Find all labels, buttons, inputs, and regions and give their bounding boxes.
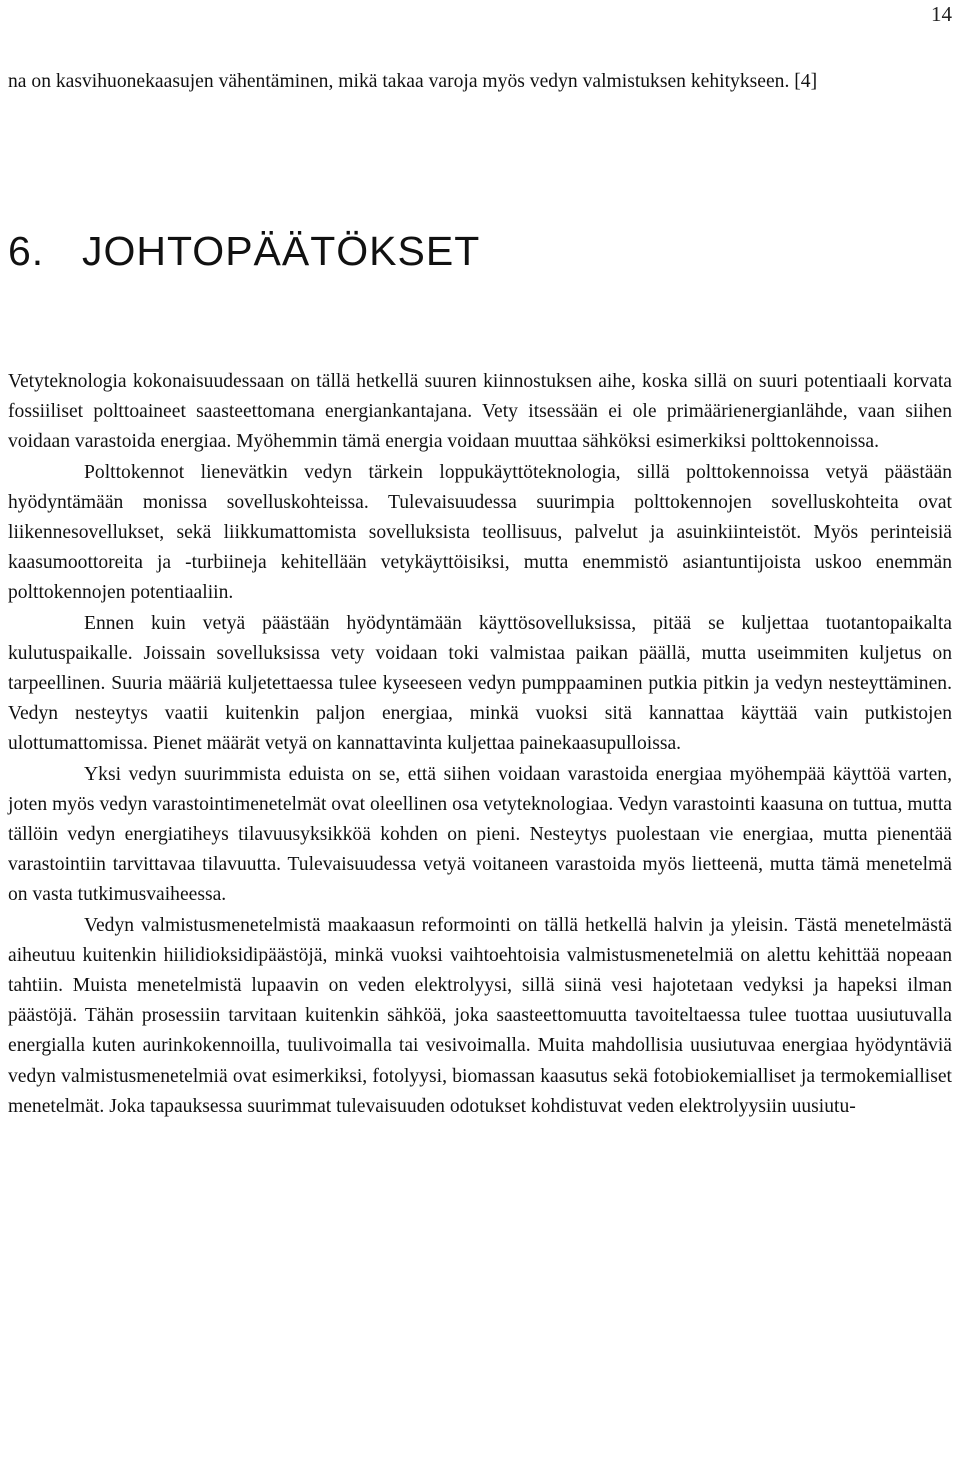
section-title: JOHTOPÄÄTÖKSET [82,228,481,274]
paragraph-3: Ennen kuin vetyä päästään hyödyntämään käyttösovelluksissa, pitää se kuljettaa tuotantopaikalta kulutuspaikalle. Joissain sovelluksissa vety voidaan toki valmistaa paikan päällä, mutta useimmiten kuljetus on tarpeellinen. Suuria määriä kuljetettaessa tulee kyseeseen vedyn pumppaaminen putkia pitkin ja vedyn nesteyttäminen. Vedyn nesteytys vaatii kuitenkin paljon energiaa, minkä vuoksi sitä kannattaa käyttää vain putkistojen ulottumattomissa. Pienet määrät vetyä on kannattavinta kuljettaa painekaasupulloissa. [8,612,952,755]
paragraph-5: Vedyn valmistusmenetelmistä maakaasun reformointi on tällä hetkellä halvin ja yleisin. Tästä menetelmästä aiheutuu kuitenkin hiilidioksidipäästöjä, minkä vuoksi vaihtoehtoisia valmistusmenetelmiä on alettu kehittää nopeaan tahtiin. Muista menetelmistä lupaavin on veden elektrolyysi, sillä siinä vesi hajotetaan vedyksi ja hapeksi ilman päästöjä. Tähän prosessiin tarvitaan kuitenkin sähköä, joka saasteettomuutta tavoiteltaessa tulee tuottaa uusiutuvalla energialla kuten aurinkokennoilla, tuulivoimalla tai vesivoimalla. Muita mahdollisia uusiutuvaa energiaa hyödyntäviä vedyn valmistusmenetelmiä ovat esimerkiksi, fotolyysi, biomassan kaasutus sekä fotobiokemialliset ja termokemialliset menetelmät. Joka tapauksessa suurimmat tulevaisuuden odotukset kohdistuvat veden elektrolyysiin uusiutu- [8,914,952,1117]
section-number: 6. [8,228,45,274]
paragraph-4: Yksi vedyn suurimmista eduista on se, että siihen voidaan varastoida energiaa myöhempää käyttöä varten, joten myös vedyn varastointimenetelmät ovat oleellinen osa vetyteknologiaa. Vedyn varastointi kaasuna on tuttua, mutta tällöin vedyn energiatiheys tilavuusyksikköä kohden on pieni. Nesteytys puolestaan vie energiaa, mutta pienentää varastointiin tarvittavaa tilavuutta. Tulevaisuudessa vetyä voitaneen varastoida myös lietteenä, mutta tämä menetelmä on vasta tutkimusvaiheessa. [8,763,952,906]
section-heading [8,228,480,275]
section-body [8,367,952,1122]
intro-paragraph: na on kasvihuonekaasujen vähentäminen, mikä takaa varoja myös vedyn valmistuksen kehitykseen. [4] [8,71,818,92]
paragraph-2: Polttokennot lienevätkin vedyn tärkein loppukäyttöteknologia, sillä polttokennoissa vetyä päästään hyödyntämään monissa sovelluskohteissa. Tulevaisuudessa suurimpia polttokennojen sovelluskohteita ovat liikennesovellukset, sekä liikkumattomista sovelluksista teollisuus, palvelut ja asuinkiinteistöt. Myös perinteisiä kaasumoottoreita ja -turbiineja kehitellään vetykäyttöisiksi, mutta enemmistö asiantuntijoista uskoo enemmän polttokennojen potentiaaliin. [8,461,952,604]
paragraph-1: Vetyteknologia kokonaisuudessaan on tällä hetkellä suuren kiinnostuksen aihe, koska sillä on suuri potentiaali korvata fossiiliset polttoaineet saasteettomana energiankantajana. Vety itsessään ei ole primäärienergianlähde, vaan siihen voidaan varastoida energiaa. Myöhemmin tämä energia voidaan muuttaa sähköksi esimerkiksi polttokennoissa. [8,371,952,453]
page-number: 14 [931,2,952,26]
